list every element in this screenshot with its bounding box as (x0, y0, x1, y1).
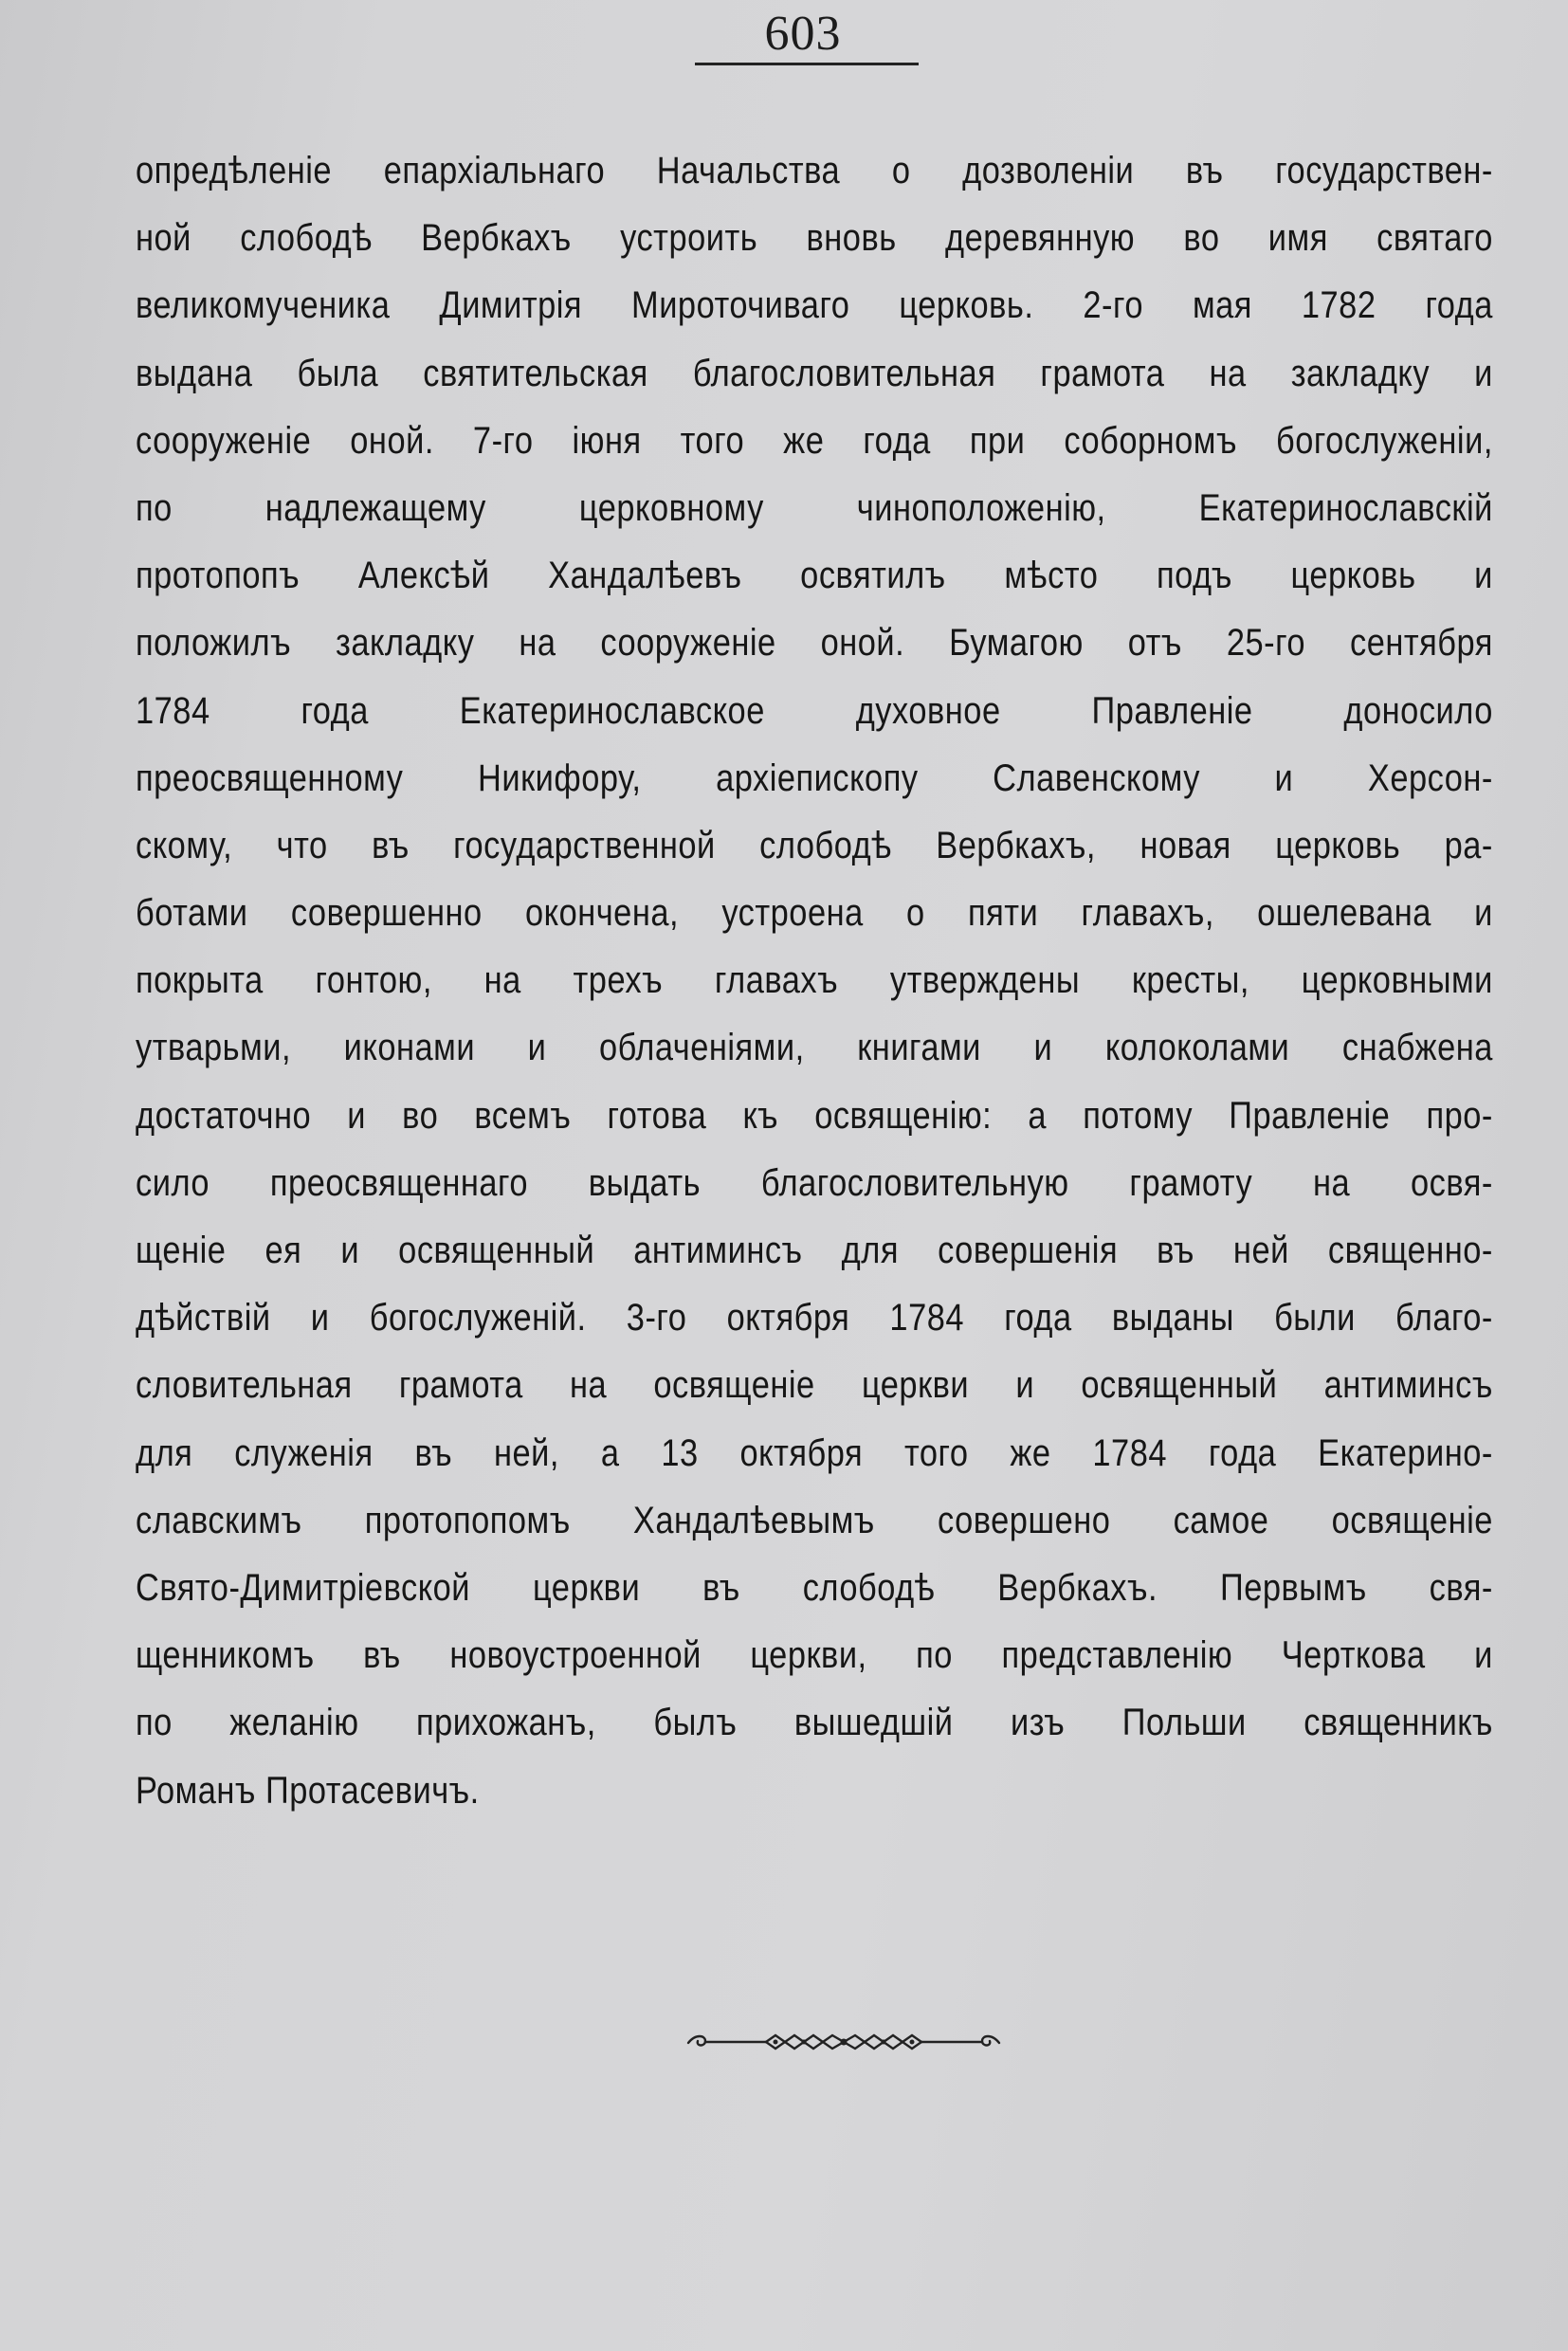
text-line: покрыта гонтою, на трехъ главахъ утверждены кресты, церковными (136, 959, 1493, 1002)
text-line: по желанію прихожанъ, былъ вышедшій изъ Польши священникъ (136, 1702, 1493, 1744)
text-line: славскимъ протопопомъ Хандалѣевымъ совершено самое освященіе (136, 1499, 1493, 1541)
text-line: протопопъ Алексѣй Хандалѣевъ освятилъ мѣсто подъ церковь и (136, 555, 1493, 597)
page-number: 603 (764, 7, 842, 61)
text-line: Свято-Димитріевской церкви въ слободѣ Вербкахъ. Первымъ свя- (136, 1566, 1493, 1609)
text-line: ботами совершенно окончена, устроена о пяти главахъ, ошелевана и (136, 892, 1493, 935)
text-line: преосвященному Никифору, архіепископу Славенскому и Херсон- (136, 756, 1493, 799)
text-line: ной слободѣ Вербкахъ устроить вновь деревянную во имя святаго (136, 217, 1493, 260)
text-line: утварьми, иконами и облаченіями, книгами и колоколами снабжена (136, 1027, 1493, 1069)
text-line: по надлежащему церковному чиноположенію, Екатеринославскій (136, 486, 1493, 529)
text-line: дѣйствій и богослуженій. 3-го октября 1784 года выданы были благо- (136, 1297, 1493, 1340)
text-line: для служенія въ ней, а 13 октября того же 1784 года Екатерино- (136, 1431, 1493, 1474)
text-line-last: Романъ Протасевичъ. (136, 1769, 480, 1812)
text-line: 1784 года Екатеринославское духовное Правленіе доносило (136, 689, 1493, 732)
text-line: сило преосвященнаго выдать благословительную грамоту на освя- (136, 1161, 1493, 1204)
page-number-rule (695, 63, 919, 65)
text-line: щенникомъ въ новоустроенной церкви, по представленію Черткова и (136, 1634, 1493, 1677)
text-line: сооруженіе оной. 7-го іюня того же года при соборномъ богослуженіи, (136, 419, 1493, 462)
tailpiece-ornament-icon (683, 2024, 1005, 2058)
text-line: великомученика Димитрія Мироточиваго церковь. 2-го мая 1782 года (136, 284, 1493, 327)
text-line: выдана была святительская благословительная грамота на закладку и (136, 352, 1493, 394)
text-line: словительная грамота на освященіе церкви и освященный антиминсъ (136, 1364, 1493, 1407)
body-text (136, 137, 1493, 1825)
text-line: скому, что въ государственной слободѣ Вербкахъ, новая церковь ра- (136, 824, 1493, 866)
text-line: щеніе ея и освященный антиминсъ для совершенія въ ней священно- (136, 1230, 1493, 1271)
text-line: положилъ закладку на сооруженіе оной. Бумагою отъ 25-го сентября (136, 622, 1493, 665)
text-line: опредѣленіе епархіальнаго Начальства о дозволеніи въ государствен- (136, 150, 1493, 191)
text-line: достаточно и во всемъ готова къ освященію: а потому Правленіе про- (136, 1094, 1493, 1137)
